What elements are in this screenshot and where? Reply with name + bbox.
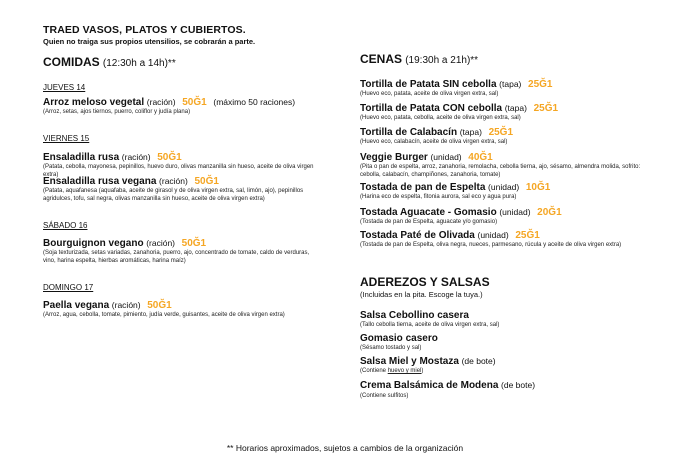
dish-price: 10Ğ1 [525,182,551,193]
dish-name: Tostada Paté de Olivada [360,230,475,241]
dish-ensaladilla-rusa [43,152,182,163]
comidas-heading [43,55,176,69]
sauce-name: Salsa Miel y Mostaza [360,356,459,367]
dish-portion: (tapa) [504,103,527,113]
notice-title: TRAED VASOS, PLATOS Y CUBIERTOS. [43,24,246,36]
dish-tortilla-calabacin [360,127,513,138]
aderezos-subtitle: (Incluidas en la pita. Escoge la tuya.) [360,290,483,299]
sauce-ingredients: (Contiene sulfitos) [360,393,409,399]
dish-extra: (máximo 50 raciones) [213,97,296,107]
dish-price: 50Ğ1 [182,97,207,108]
dish-ingredients: (Arroz, agua, cebolla, tomate, pimiento, judía verde, guisantes, aceite de oliva virgen extra) [43,312,285,318]
dish-tostada-espelta [360,182,550,193]
dish-name: Ensaladilla rusa [43,152,120,163]
dish-ingredients: (Huevo eco, patata, cebolla, aceite de oliva virgen extra, sal) [360,115,521,121]
footer-note: ** Horarios aproximados, sujetos a cambios de la organización [226,443,464,453]
dish-name: Tortilla de Patata CON cebolla [360,103,503,114]
sauce-ingredients: (Tallo cebolla tierna, aceite de oliva virgen extra, sal) [360,322,500,328]
sauce-portion: (de bote) [501,380,536,390]
dish-tortilla-sin-cebolla [360,79,553,90]
dish-portion: (tapa) [499,79,522,89]
aderezos-title: ADEREZOS Y SALSAS [360,275,490,289]
dish-ingredients: (Patata, aquafanesa (aquafaba, aceite de girasol y de oliva virgen extra, sal, limón, ajo), pepinillos agridulces, tofu, sal negra, olivas manzanilla sin hueso, aceite de oliva virgen extra) [43,188,304,202]
dish-price: 25Ğ1 [488,127,514,138]
dish-ingredients: (Tostada de pan de Espelta, oliva negra, nueces, parmesano, rúcula y aceite de oliva virgen extra) [360,242,622,248]
dish-name: Tortilla de Patata SIN cebolla [360,79,497,90]
dish-name: Tostada de pan de Espelta [360,182,486,193]
dish-ingredients: (Tostada de pan de Espelta, aguacate y/o gomasio) [360,219,498,225]
sauce-ingredients-pre: (Contiene [360,368,388,374]
dish-ingredients: (Huevo eco, calabacín, aceite de oliva virgen extra, sal) [360,139,508,145]
dish-price: 50Ğ1 [147,300,172,311]
dish-paella [43,300,172,311]
dish-ingredients: (Pita o pan de espelta, arroz, zanahoria, remolacha, cebolla tierna, ajo, sésamo, almendra molida, sofrito: cebolla, calabacín, champiñones, zanahoria, tomate) [360,164,641,178]
sauce-name: Salsa Cebollino casera [360,310,469,321]
cenas-heading [360,52,478,66]
dish-ingredients: (Arroz, setas, ajos tiernos, puerro, coliflor y judía plana) [43,109,191,115]
dish-tostada-aguacate [360,207,562,218]
dish-veggie-burger [360,152,493,163]
dish-name: Tostada Aguacate - Gomasio [360,207,497,218]
sauce-ingredients-post: ) [421,368,424,374]
dish-tostada-olivada [360,230,540,241]
dish-price: 40Ğ1 [468,152,493,163]
dish-price: 25Ğ1 [515,230,540,241]
dish-name: Veggie Burger [360,152,428,163]
aderezos-heading [360,275,490,289]
comidas-title: COMIDAS [43,55,100,69]
day-viernes: VIERNES 15 [43,134,90,143]
dish-price: 20Ğ1 [537,207,562,218]
dish-ensaladilla-vegana [43,176,219,187]
cenas-time: (19:30h a 21h)** [405,55,479,66]
dish-tortilla-con-cebolla [360,103,558,114]
dish-arroz-meloso [43,97,295,108]
sauce-ingredients [360,368,423,376]
dish-portion: (unidad) [430,152,462,162]
dish-ingredients: (Soja texturizada, setas variadas, zanahoria, puerro, ajo, concentrado de tomate, caldo de verduras, vino, harina espelta, hierbas aromáticas, harina maíz) [43,250,310,264]
cenas-title: CENAS [360,52,403,66]
dish-portion: (unidad) [477,230,509,240]
day-domingo: DOMINGO 17 [43,283,94,292]
dish-portion: (tapa) [459,127,482,137]
sauce-name: Crema Balsámica de Modena [360,380,499,391]
dish-price: 50Ğ1 [181,238,207,249]
sauce-balsamica [360,380,535,391]
dish-price: 50Ğ1 [194,176,219,187]
sauce-name: Gomasio casero [360,333,438,344]
sauce-cebollino [360,310,469,321]
sauce-gomasio [360,333,438,344]
dish-portion: (ración) [146,97,176,107]
sauce-miel-mostaza [360,356,496,367]
dish-portion: (ración) [111,300,141,310]
dish-bourguignon [43,238,206,249]
comidas-time: (12:30h a 14h)** [102,58,176,69]
dish-price: 50Ğ1 [157,152,182,163]
dish-name: Tortilla de Calabacín [360,127,458,138]
sauce-ingredients: (Sésamo tostado y sal) [360,345,422,351]
sauce-portion: (de bote) [461,356,496,366]
dish-portion: (unidad) [499,207,531,217]
dish-portion: (ración) [121,152,151,162]
dish-portion: (ración) [146,238,175,248]
dish-ingredients: (Patata, cebolla, mayonesa, pepinillos, huevo duro, olivas manzanilla sin hueso, aceite de oliva virgen extra) [43,164,314,178]
dish-price: 25Ğ1 [528,79,553,90]
dish-portion: (unidad) [488,182,520,192]
dish-name: Arroz meloso vegetal [43,97,145,108]
dish-name: Ensaladilla rusa vegana [43,176,157,187]
dish-portion: (ración) [159,176,188,186]
notice-subtitle: Quien no traiga sus propios utensilios, se cobrarán a parte. [43,37,256,46]
day-sabado: SÁBADO 16 [43,221,88,230]
day-jueves: JUEVES 14 [43,83,86,92]
dish-ingredients: (Huevo eco, patata, aceite de oliva virgen extra, sal) [360,91,499,97]
sauce-ingredients-underlined: huevo y miel [387,368,422,374]
dish-name: Bourguignon vegano [43,238,144,249]
dish-ingredients: (Harina eco de espelta, fitonia aurora, sal eco y agua pura) [360,194,517,200]
dish-price: 25Ğ1 [533,103,559,114]
dish-name: Paella vegana [43,300,110,311]
